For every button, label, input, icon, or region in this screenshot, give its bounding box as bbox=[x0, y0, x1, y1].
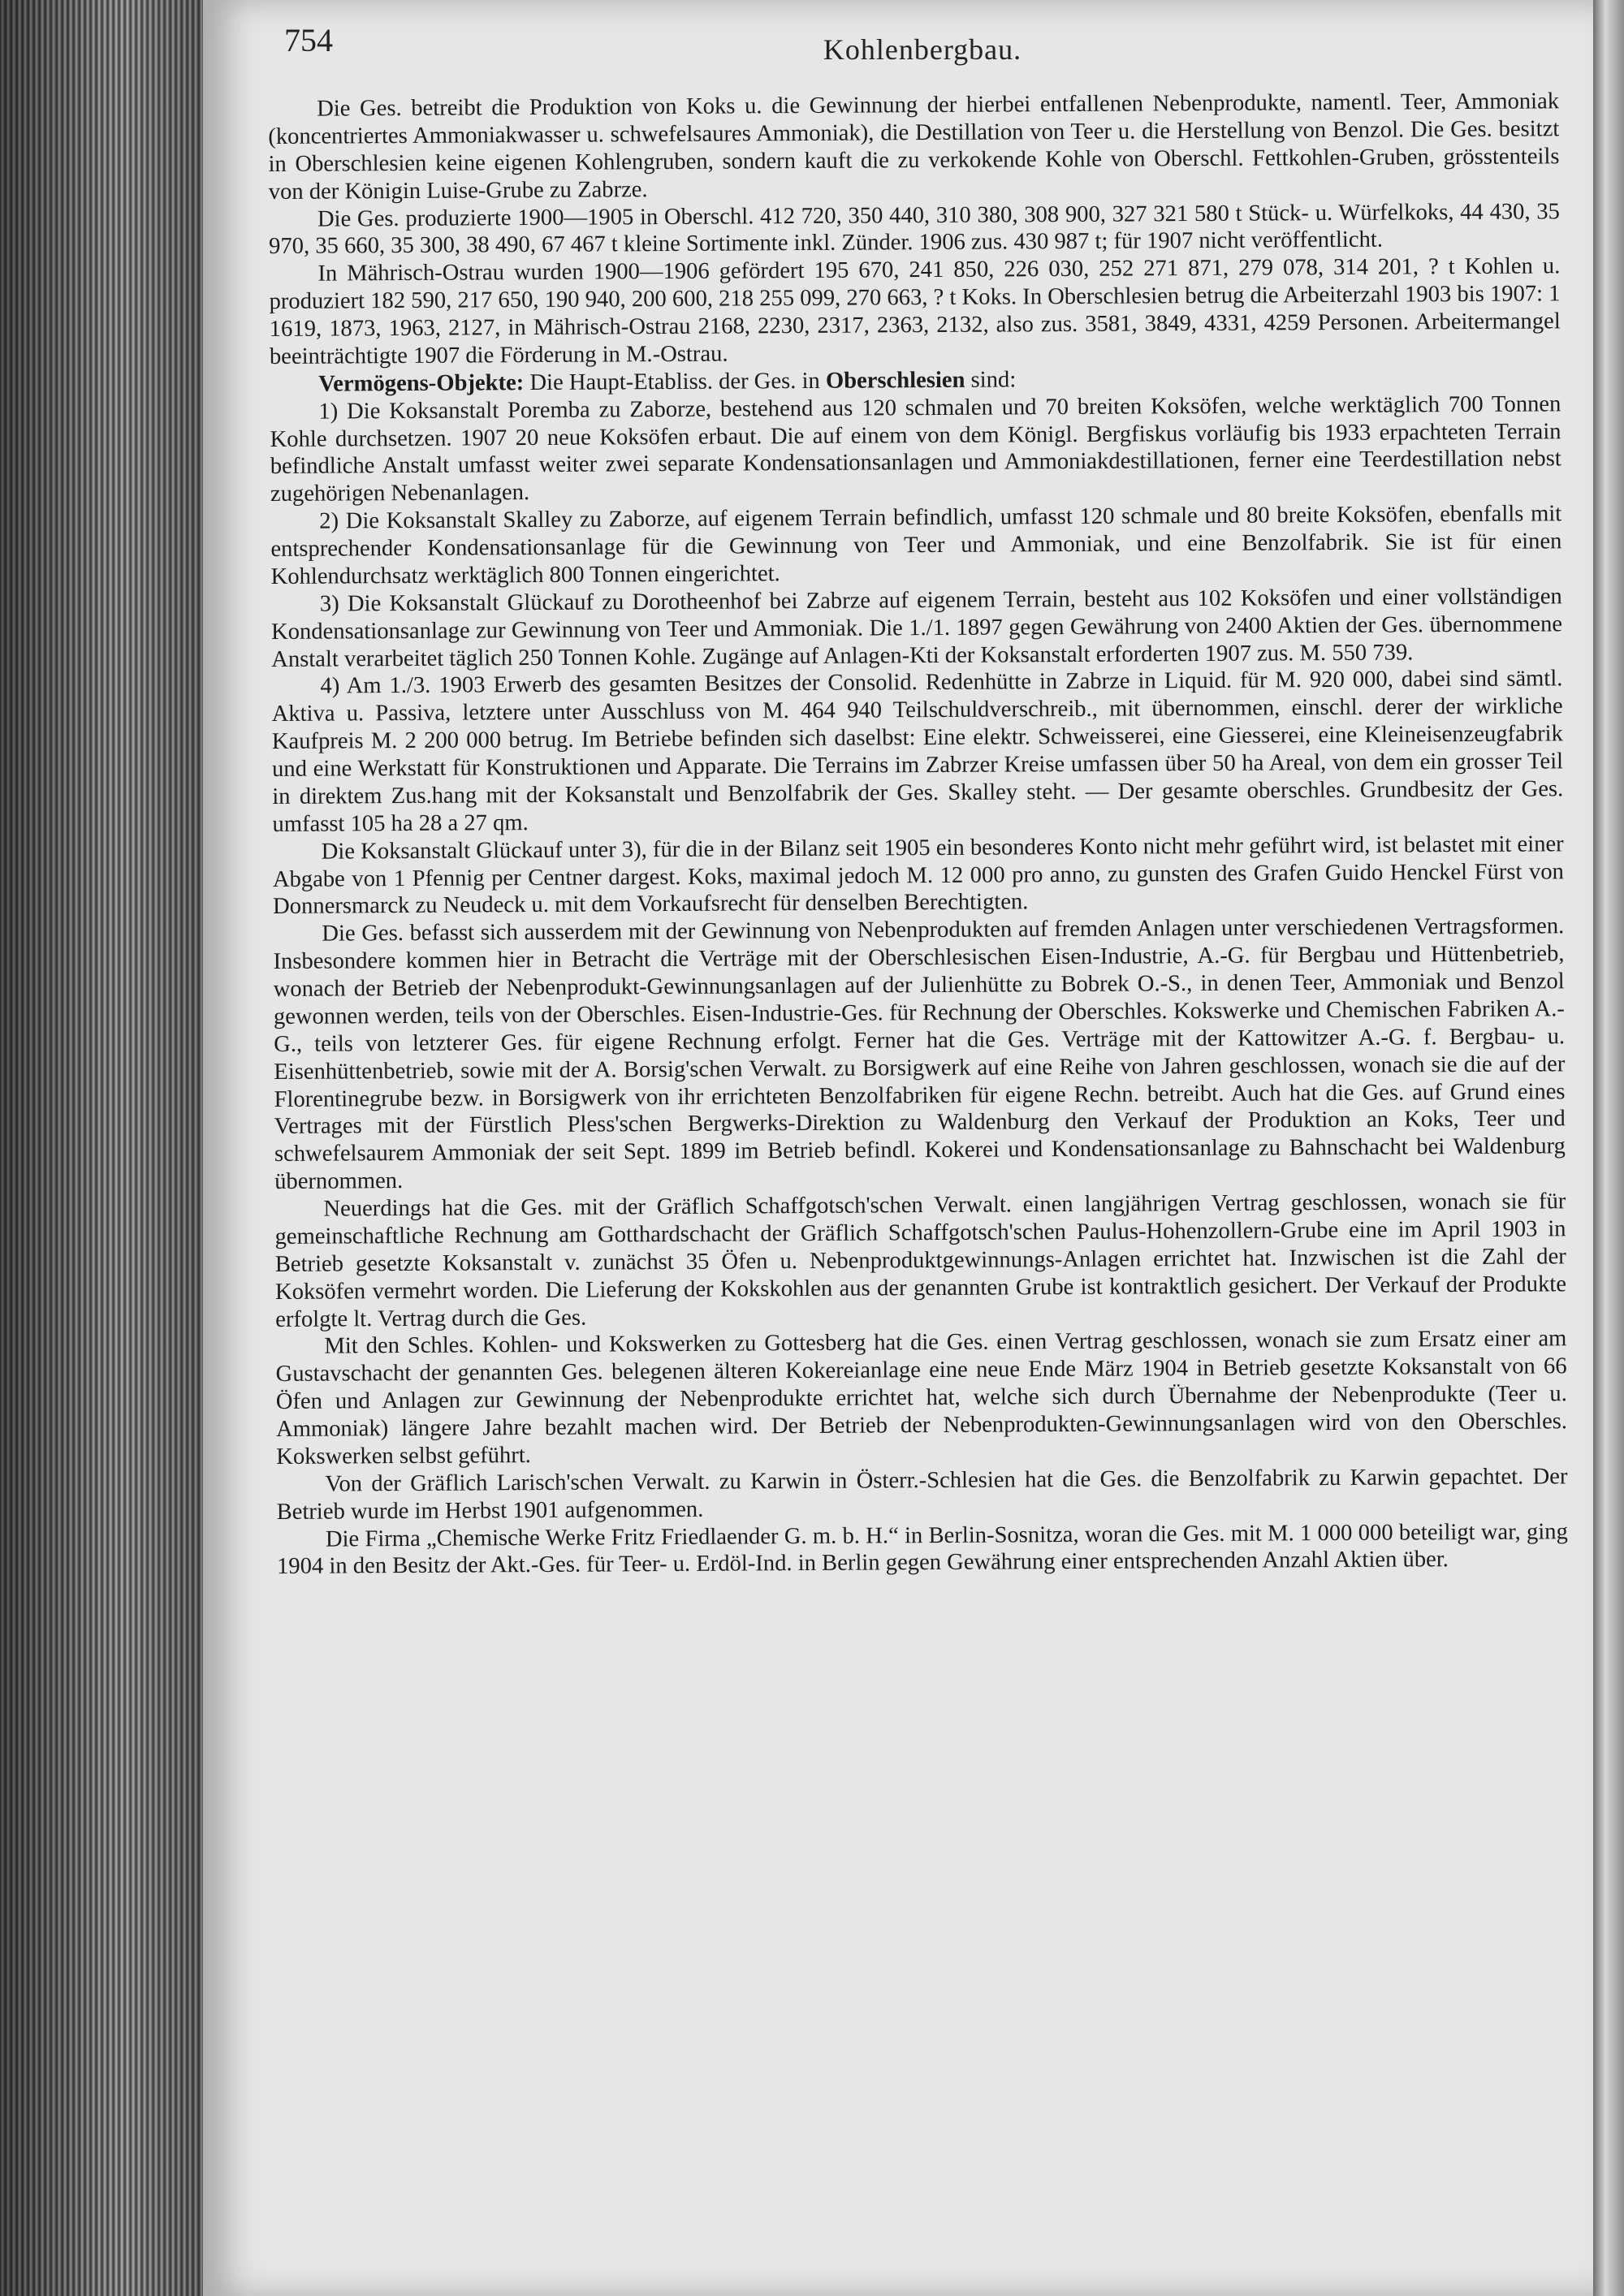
paragraph-glueckauf-abgabe: Die Koksanstalt Glückauf unter 3), für die in der Bilanz seit 1905 ein besonderes Konto nicht mehr geführt wird, ist belastet mit einer Abgabe von 1 Pfennig per Centner dargest. Koks, maximal jedoch M. 12 000 pro anno, zu gunsten des Grafen Guido Henckel Fürst von Donnersmarck zu Neudeck u. mit dem Vorkaufsrecht für denselben Berechtigten. bbox=[272, 831, 1564, 920]
page-right-edge bbox=[1593, 0, 1624, 2296]
paragraph-maehrisch-ostrau: In Mährisch-Ostrau wurden 1900—1906 gefördert 195 670, 241 850, 226 030, 252 271 871, 279 078, 314 201, ? t Kohlen u. produziert 182 590, 217 650, 190 940, 200 600, 218 255 099, 270 663, ? t Koks. In Oberschlesien betrug die Arbeiterzahl 1903 bis 1907: 1 1619, 1873, 1963, 2127, in Mährisch-Ostrau 2168, 2230, 2317, 2363, 2132, also zus. 3581, 3849, 4331, 4259 Personen. Arbeitermangel beeinträchtigte 1907 die Förderung in M.-Ostrau. bbox=[269, 253, 1561, 369]
paragraph-output-figures: Die Ges. produzierte 1900—1905 in Oberschl. 412 720, 350 440, 310 380, 308 900, 327 321 580 t Stück- u. Würfelkoks, 44 430, 35 970, 35 660, 35 300, 38 490, 67 467 t kleine Sortimente inkl. Zünder. 1906 zus. 430 987 t; für 1907 nicht veröffentlicht. bbox=[269, 198, 1560, 260]
page-header bbox=[284, 21, 1561, 78]
paragraph-fremde-anlagen: Die Ges. befasst sich ausserdem mit der Gewinnung von Nebenprodukten auf fremden Anlagen unter verschiedenen Vertragsformen. Insbesondere kommen hier in Betracht die Verträge mit der Oberschlesischen Eisen-Industrie, A.-G. für Bergbau und Hüttenbetrieb, wonach der Betrieb der Nebenprodukt-Gewinnungsanlagen auf der Julienhütte zu Bobrek O.-S., in denen Teer, Ammoniak und Benzol gewonnen werden, teils von der Oberschles. Eisen-Industrie-Ges. für Rechnung der Oberschles. Kokswerke und Chemischen Fabriken A.-G., teils von letzterer Ges. für eigene Rechnung erfolgt. Ferner hat die Ges. Verträge mit der Kattowitzer A.-G. f. Bergbau- u. Eisenhüttenbetrieb, sowie mit der A. Borsig'schen Verwalt. zu Borsigwerk auf eine Reihe von Jahren geschlossen, wonach sie die auf der Florentinegrube bezw. in Borsigwerk von ihr errichteten Benzolfabriken für eigene Rechn. betreibt. Auch hat die Ges. auf Grund eines Vertrages mit der Fürstlich Pless'schen Bergwerks-Direktion zu Waldenburg den Verkauf der Produktion an Koks, Teer und schwefelsaurem Ammoniak der seit Sept. 1899 im Betrieb befindl. Kokerei und Kondensationsanlage zu Bahnschacht bei Waldenburg übernommen. bbox=[273, 913, 1566, 1195]
paragraph-karwin: Von der Gräflich Larisch'schen Verwalt. zu Karwin in Österr.-Schlesien hat die Ges. die Benzolfabrik zu Karwin gepachtet. Der Betrieb wurde im Herbst 1901 aufgenommen. bbox=[276, 1464, 1568, 1525]
vermoegens-suffix: sind: bbox=[965, 367, 1017, 393]
book-page bbox=[203, 0, 1593, 2296]
object-skalley: 2) Die Koksanstalt Skalley zu Zaborze, auf eigenem Terrain befindlich, umfasst 120 schmale und 80 breite Koksöfen, ebenfalls mit entsprechender Kondensationsanlage für die Gewinnung von Teer und Ammoniak, und eine Benzolfabrik. Sie ist für einen Kohlendurchsatz werktäglich 800 Tonnen eingerichtet. bbox=[270, 501, 1562, 589]
vermoegens-label: Vermögens-Objekte: bbox=[318, 369, 525, 397]
spine-shadow bbox=[0, 0, 203, 2296]
paragraph-production: Die Ges. betreibt die Produktion von Koks u. die Gewinnung der hierbei entfallenen Nebenprodukte, namentl. Teer, Ammoniak (koncentriertes Ammoniakwasser u. schwefelsaures Ammoniak), die Destillation von Teer u. die Herstellung von Benzol. Die Ges. besitzt in Oberschlesien keine eigenen Kohlengruben, sondern kauft die zu verkokende Kohle von Oberschl. Fettkohlen-Gruben, grösstenteils von der Königin Luise-Grube zu Zabrze. bbox=[268, 88, 1560, 205]
object-poremba: 1) Die Koksanstalt Poremba zu Zaborze, bestehend aus 120 schmalen und 70 breiten Koksöfen, welche werktäglich 700 Tonnen Kohle durchsetzen. 1907 20 neue Koksöfen erbaut. Die auf einem von dem Königl. Bergfiskus vorläufig bis 1933 erpachteten Terrain befindliche Anstalt umfasst weiter zwei separate Kondensationsanlagen und Ammoniakdestillationen, ferner eine Teerdestillation nebst zugehörigen Nebenanlagen. bbox=[270, 391, 1561, 507]
paragraph-friedlaender: Die Firma „Chemische Werke Fritz Friedlaender G. m. b. H.“ in Berlin-Sosnitza, woran die Ges. mit M. 1 000 000 beteiligt war, ging 1904 in den Besitz der Akt.-Ges. für Teer- u. Erdöl-Ind. in Berlin gegen Gewährung einer entsprechenden Anzahl Aktien über. bbox=[276, 1518, 1568, 1580]
vermoegens-intro: Die Haupt-Etabliss. der Ges. in bbox=[524, 368, 827, 395]
vermoegens-region: Oberschlesien bbox=[825, 367, 965, 394]
object-redenhuette: 4) Am 1./3. 1903 Erwerb des gesamten Besitzes der Consolid. Redenhütte in Zabrze in Liquid. für M. 920 000, dabei sind sämtl. Aktiva u. Passiva, letztere unter Ausschluss von M. 464 940 Teilschuldverschreib., mit übernommen, einschl. derer der wirkliche Kaufpreis M. 2 200 000 betrug. Im Betriebe befinden sich daselbst: Eine elektr. Schweisserei, eine Giesserei, eine Kleineisenzeugfabrik und eine Werkstatt für Konstruktionen und Apparate. Die Terrains im Zabrzer Kreise umfassen über 50 ha Areal, von dem ein grosser Teil in direktem Zus.hang mit der Koksanstalt und Benzolfabrik der Ges. Skalley steht. — Der gesamte oberschles. Grundbesitz der Ges. umfasst 105 ha 28 a 27 qm. bbox=[271, 666, 1564, 837]
paragraph-schaffgotsch: Neuerdings hat die Ges. mit der Gräflich Schaffgotsch'schen Verwalt. einen langjährigen Vertrag geschlossen, wonach sie für gemeinschaftliche Rechnung am Gotthardschacht der Gräflich Schaffgotsch'schen Paulus-Hohenzollern-Grube eine im April 1903 in Betrieb gesetzte Koksanstalt v. zunächst 35 Öfen u. Nebenproduktgewinnungs-Anlagen errichtet hat. Inzwischen ist die Zahl der Koksöfen vermehrt worden. Die Lieferung der Kokskohlen aus der genannten Grube ist kontraktlich gesichert. Der Verkauf der Produkte erfolgte lt. Vertrag durch die Ges. bbox=[274, 1189, 1567, 1332]
running-head: Kohlenbergbau. bbox=[823, 33, 1022, 66]
page-body bbox=[268, 88, 1568, 1581]
page-number: 754 bbox=[284, 22, 333, 58]
object-glueckauf: 3) Die Koksanstalt Glückauf zu Dorotheenhof bei Zabrze auf eigenem Terrain, besteht aus 102 Koksöfen und einer vollständigen Kondensationsanlage zur Gewinnung von Teer und Ammoniak. Die 1./1. 1897 gegen Gewährung von 2400 Aktien der Ges. übernommene Anstalt verarbeitet täglich 250 Tonnen Kohle. Zugänge auf Anlagen-Kti der Koksanstalt erforderten 1907 zus. M. 550 739. bbox=[270, 584, 1563, 672]
paragraph-gottesberg: Mit den Schles. Kohlen- und Kokswerken zu Gottesberg hat die Ges. einen Vertrag geschlossen, wonach sie zum Ersatz einer am Gustavschacht der genannten Ges. belegenen älteren Kokereianlage eine neue Ende März 1904 in Betrieb gesetzte Koksanstalt von 66 Öfen und Anlagen zur Gewinnung der Nebenprodukte errichtet hat, welche sich durch Übernahme der Nebenprodukte (Teer u. Ammoniak) längere Jahre bezahlt machen wird. Der Betrieb der Nebenprodukten-Gewinnungsanlagen wird von den Oberschles. Kokswerken selbst geführt. bbox=[275, 1326, 1568, 1470]
